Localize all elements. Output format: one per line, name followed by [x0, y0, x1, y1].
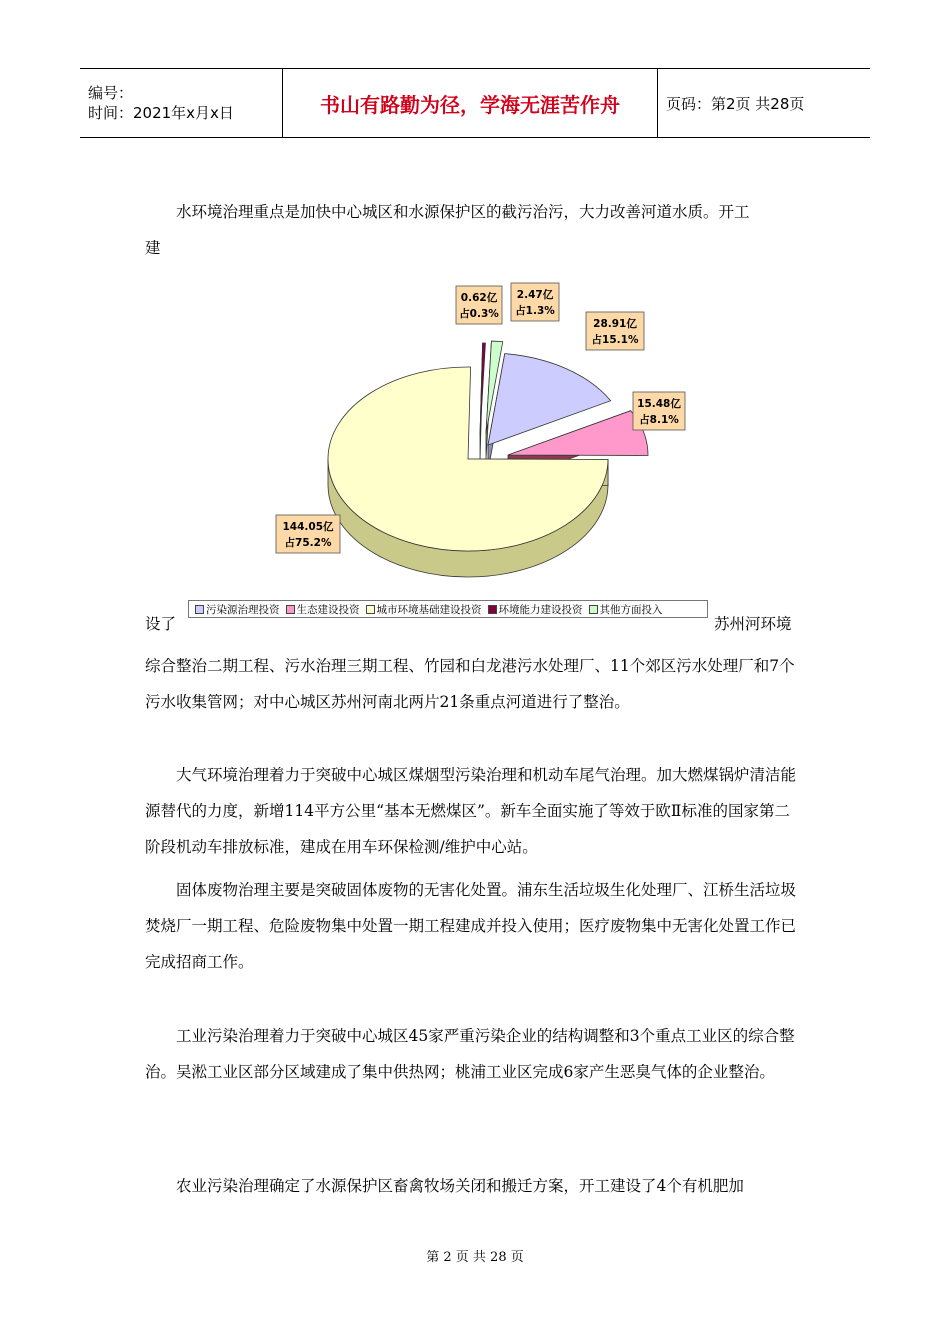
- pie-chart-svg: [188, 280, 714, 600]
- pie-label-percent: 占75.2%: [284, 537, 332, 549]
- doc-number-label: 编号：: [88, 84, 134, 102]
- paragraph-1-continued: 综合整治二期工程、污水治理三期工程、竹园和白龙港污水处理厂、11个郊区污水处理厂和7个污水收集管网；对中心城区苏州河南北两片21条重点河道进行了整治。: [145, 657, 795, 711]
- pie-label-value: 0.62亿: [460, 292, 498, 304]
- pie-label-percent: 占8.1%: [639, 414, 679, 426]
- pie-label-value: 144.05亿: [282, 521, 334, 533]
- legend-label: 生态建设投资: [296, 603, 360, 616]
- paragraph-1: [145, 194, 805, 230]
- legend-item: [589, 602, 663, 617]
- paragraph-1-line-2: 建: [145, 239, 161, 257]
- legend-item: [488, 602, 583, 617]
- header-meta: [80, 69, 283, 137]
- pie-slice: [480, 343, 485, 435]
- legend-swatch: [366, 605, 375, 614]
- header-page-info: 页码：第2页 共28页: [666, 94, 805, 113]
- pie-data-label: [456, 286, 502, 324]
- paragraph-5: 农业污染治理确定了水源保护区畜禽牧场关闭和搬迁方案，开工建设了4个有机肥加: [176, 1177, 744, 1195]
- legend-label: 其他方面投入: [599, 603, 663, 616]
- legend-swatch: [286, 605, 295, 614]
- pie-label-value: 15.48亿: [637, 398, 681, 410]
- pie-data-label: [586, 312, 644, 350]
- legend-item: [366, 602, 482, 617]
- pie-label-percent: 占15.1%: [591, 334, 639, 346]
- page-footer: 第 2 页 共 28 页: [426, 1250, 524, 1265]
- legend-swatch: [195, 605, 204, 614]
- legend-label: 污染源治理投资: [206, 603, 280, 616]
- legend-swatch: [589, 605, 598, 614]
- paragraph-1-line-1: 水环境治理重点是加快中心城区和水源保护区的截污治污，大力改善河道水质。开工: [176, 203, 750, 221]
- doc-time-label: 时间：2021年x月x日: [88, 104, 234, 122]
- paragraph-1-inline-left: 设了: [145, 615, 177, 633]
- paragraph-4: 工业污染治理着力于突破中心城区45家严重污染企业的结构调整和3个重点工业区的综合整治。吴淞工业区部分区域建成了集中供热网；桃浦工业区完成6家产生恶臭气体的企业整治。: [145, 1027, 795, 1081]
- pie-data-label: [511, 283, 559, 321]
- paragraph-2: 大气环境治理着力于突破中心城区煤烟型污染治理和机动车尾气治理。加大燃煤锅炉清洁能源替代的力度，新增114平方公里“基本无燃煤区”。新车全面实施了等效于欧Ⅱ标准的国家第二阶段机动车排放标准，建成在用车环保检测/维护中心站。: [145, 766, 797, 856]
- paragraph-1-inline-right: 苏州河环境: [714, 615, 792, 633]
- chart-legend: [188, 600, 708, 618]
- pie-data-label: [276, 515, 340, 553]
- pie-label-value: 2.47亿: [516, 289, 554, 301]
- pie-label-value: 28.91亿: [593, 318, 637, 330]
- legend-label: 环境能力建设投资: [498, 603, 583, 616]
- pie-label-percent: 占1.3%: [515, 305, 555, 317]
- legend-item: [286, 602, 360, 617]
- header-motto: 书山有路勤为径，学海无涯苦作舟: [283, 69, 658, 137]
- legend-swatch: [488, 605, 497, 614]
- page-header: [80, 68, 870, 138]
- pie-label-percent: 占0.3%: [459, 308, 499, 320]
- legend-label: 城市环境基础建设投资: [376, 603, 482, 616]
- paragraph-3: 固体废物治理主要是突破固体废物的无害化处置。浦东生活垃圾生化处理厂、江桥生活垃圾焚烧厂一期工程、危险废物集中处置一期工程建成并投入使用；医疗废物集中无害化处置工作已完成招商工作。: [145, 881, 797, 971]
- pie-data-label: [633, 392, 685, 430]
- investment-pie-chart: [188, 280, 714, 620]
- legend-item: [195, 602, 280, 617]
